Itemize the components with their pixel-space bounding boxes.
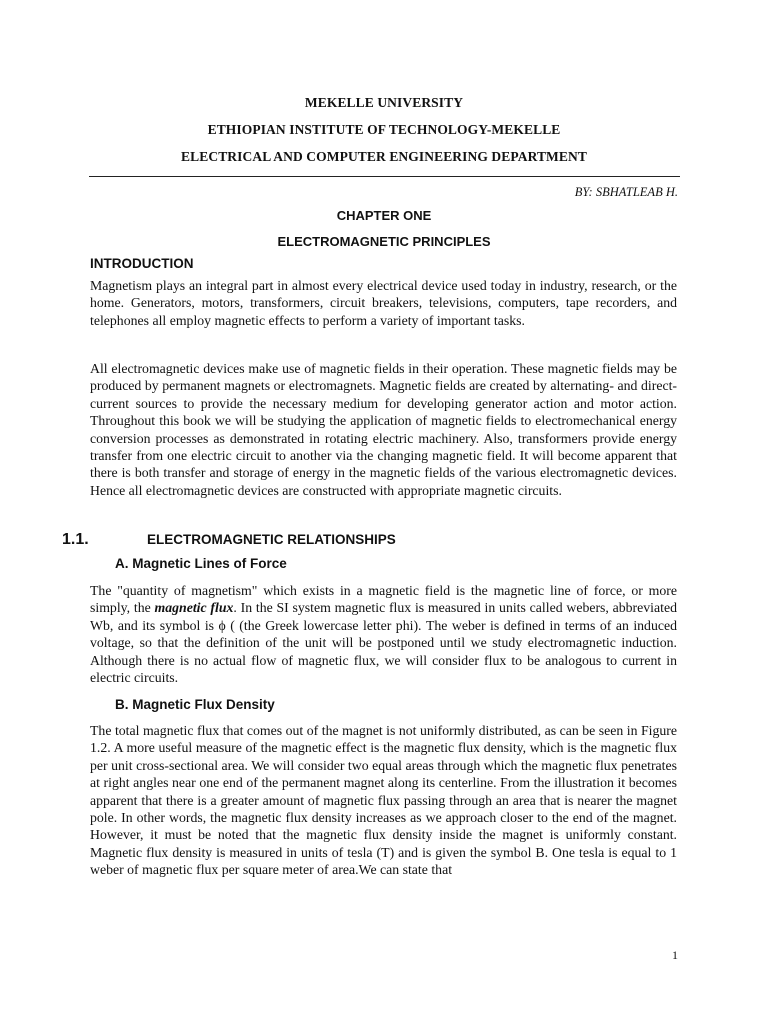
author-line: BY: SBHATLEAB H. (574, 185, 678, 199)
university-name: MEKELLE UNIVERSITY (304, 95, 464, 110)
para-a-end: . In the SI system magnetic flux is measured in units called webers, abbreviated Wb, and its symbol is ϕ ( (the Greek lowercase letter phi). The weber is defined in terms of an induced voltage, so that the definition of the unit will be postponed until we study electromagnetic induction. Although there is no actual flow of magnetic flux, we will consider flux to be analogous to current in electric circuits. (90, 600, 677, 686)
magnetic-flux-term: magnetic flux (154, 600, 234, 616)
intro-paragraph-1: Magnetism plays an integral part in almost every electrical device used today in industry, research, or the home. Generators, motors, transformers, circuit breakers, televisions, computers, tape recorders, and telephones all employ magnetic effects to perform a variety of important tasks. (90, 278, 677, 328)
subsection-a-heading: A. Magnetic Lines of Force (115, 556, 287, 571)
page-number: 1 (672, 948, 678, 962)
section-number: 1.1. (62, 531, 89, 548)
intro-paragraph-2: All electromagnetic devices make use of magnetic fields in their operation. These magnetic fields may be produced by permanent magnets or electromagnets. Magnetic fields are created by alternating- and direct-current sources to provide the necessary medium for developing generator action and motor action. Throughout this book we will be studying the application of magnetic fields to electromechanical energy conversion processes as demonstrated in rotating electric machinery. Also, transformers provide energy transfer from one electric circuit to another via the changing magnetic field. It will become apparent that there is both transfer and storage of energy in the magnetic fields of the various electromagnetic devices. Hence all electromagnetic devices are constructed with appropriate magnetic circuits. (90, 361, 677, 498)
department-name: ELECTRICAL AND COMPUTER ENGINEERING DEPARTMENT (181, 149, 587, 164)
section-title: ELECTROMAGNETIC RELATIONSHIPS (147, 532, 396, 547)
institute-name: ETHIOPIAN INSTITUTE OF TECHNOLOGY-MEKELLE (207, 122, 561, 137)
subsection-a-paragraph (90, 582, 677, 686)
subsection-b-paragraph: The total magnetic flux that comes out of the magnet is not uniformly distributed, as can be seen in Figure 1.2. A more useful measure of the magnetic effect is the magnetic flux density, which is the magnetic flux per unit cross-sectional area. We will consider two equal areas through which the magnetic flux penetrates at right angles near one end of the permanent magnet along its centerline. From the illustration it becomes apparent that there is a greater amount of magnetic flux passing through an area that is nearer the magnet pole. In other words, the magnetic flux density increases as we approach closer to the end of the magnet. However, it must be noted that the magnetic flux density inside the magnet is uniformly constant. Magnetic flux density is measured in units of tesla (T) and is given the symbol B. One tesla is equal to 1 weber of magnetic flux per square meter of area.We can state that (90, 723, 677, 878)
para-a-start: The "quantity of magnetism" which exists in a magnetic field is the magnetic line of force, or more simply, the (90, 583, 677, 616)
header-divider (89, 176, 680, 177)
subsection-b-heading: B. Magnetic Flux Density (115, 697, 275, 712)
chapter-label: CHAPTER ONE (336, 208, 432, 223)
chapter-title: ELECTROMAGNETIC PRINCIPLES (277, 234, 491, 249)
introduction-heading: INTRODUCTION (90, 256, 194, 271)
